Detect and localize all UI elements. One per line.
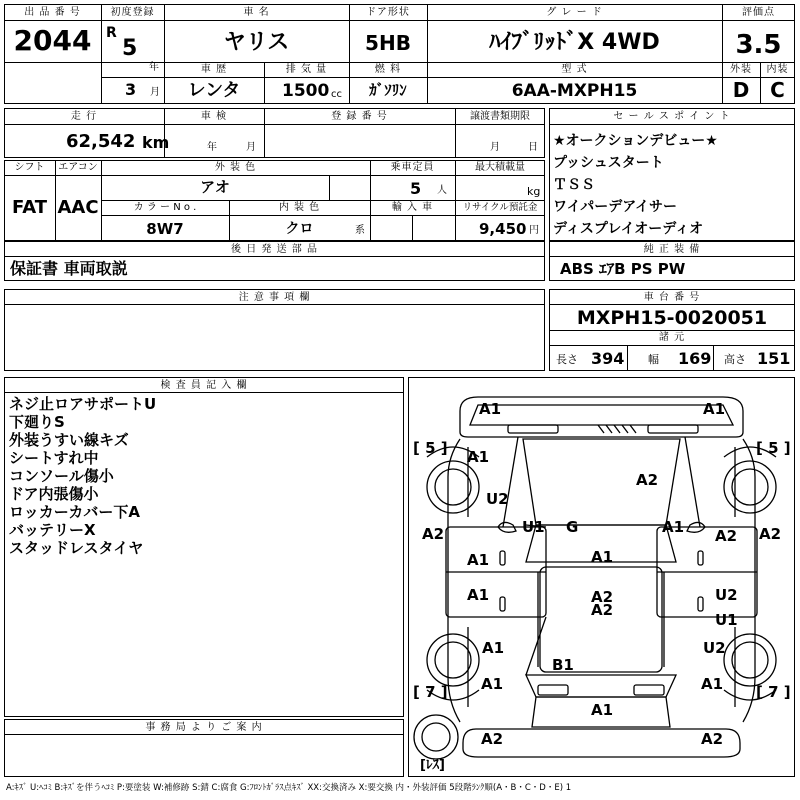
aircon-label: エアコン <box>58 162 98 173</box>
month-unit: 月 <box>150 87 160 98</box>
damage-mark: A1 <box>467 448 490 466</box>
tire-front-right: [ 5 ] <box>756 439 791 457</box>
inspection-label: 車 検 <box>200 111 228 122</box>
max-load-label: 最大積載量 <box>475 162 525 173</box>
int-grade: C <box>770 78 785 102</box>
inspector-note: コンソール傷小 <box>9 467 114 485</box>
office-label: 事 務 局 よ り ご 案 内 <box>145 722 263 733</box>
capacity: 5 <box>410 179 422 198</box>
tire-rear-right: [ 7 ] <box>756 683 791 701</box>
inspector-note: ネジ止ロアサポートU <box>9 395 157 413</box>
displacement-label: 排 気 量 <box>285 64 328 75</box>
damage-mark: A2 <box>636 471 659 489</box>
damage-mark: A1 <box>703 400 726 418</box>
history-label: 車 歴 <box>200 64 228 75</box>
int-color-unit: 系 <box>355 225 365 236</box>
sales-point-item: ディスプレイオーディオ <box>553 221 704 237</box>
door-label: ドア形状 <box>366 7 410 18</box>
aircon: AAC <box>57 197 99 218</box>
damage-mark: A1 <box>482 639 505 657</box>
reg-no-label: 登 録 番 号 <box>331 111 388 122</box>
damage-mark: A1 <box>591 548 614 566</box>
height-value: 151 <box>757 349 791 368</box>
int-label: 内装 <box>766 64 789 75</box>
sales-point-item: ★オークションデビュー★ <box>553 133 718 149</box>
damage-mark: A2 <box>422 525 445 543</box>
inspection-year-unit: 年 <box>207 142 217 153</box>
height-label: 高さ <box>724 353 746 366</box>
inspector-note: シートすれ中 <box>9 449 99 467</box>
max-load-unit: kg <box>527 185 541 198</box>
damage-mark: A1 <box>467 586 490 604</box>
sales-points-list <box>553 130 718 240</box>
capacity-label: 乗車定員 <box>390 162 435 173</box>
int-color-label: 内 装 色 <box>278 202 321 213</box>
sales-point-item: ワイパーデアイサー <box>553 199 678 215</box>
chassis-label: 車 台 番 号 <box>643 292 701 303</box>
tire-front-left: [ 5 ] <box>413 439 448 457</box>
grade-label: グ レ ー ド <box>546 7 603 18</box>
first-reg-label: 初度登録 <box>110 7 155 18</box>
int-color: クロ <box>285 221 314 237</box>
damage-mark: U2 <box>486 490 509 508</box>
damage-mark: A1 <box>479 400 502 418</box>
tire-rear-left: [ 7 ] <box>413 683 448 701</box>
inspector-notes <box>9 395 156 557</box>
damage-mark: A1 <box>481 675 504 693</box>
inspector-note: バッテリーX <box>9 521 96 539</box>
grade: ﾊｲﾌﾞﾘｯﾄﾞX 4WD <box>489 30 660 55</box>
damage-mark: A2 <box>591 588 614 606</box>
inspector-note: ロッカーカバー下A <box>9 503 141 521</box>
chassis-number: MXPH15-0020051 <box>576 307 768 329</box>
lot-no-label: 出 品 番 号 <box>24 7 81 18</box>
displacement: 1500 <box>282 81 330 101</box>
mileage-label: 走 行 <box>70 111 98 122</box>
capacity-unit: 人 <box>437 185 447 196</box>
damage-mark: A1 <box>701 675 724 693</box>
inspector-note: 外装うすい線キズ <box>9 431 129 449</box>
shift-label: シフト <box>14 162 45 173</box>
car-name-label: 車 名 <box>243 7 270 18</box>
damage-mark: A2 <box>759 525 782 543</box>
car-name: ヤリス <box>223 30 290 55</box>
score: 3.5 <box>735 30 782 60</box>
damage-mark: G <box>566 518 579 536</box>
legend: A:ｷｽﾞ U:ﾍｺﾐ B:ｷｽﾞを伴うﾍｺﾐ P:要塗装 W:補修跡 S:錆 C:腐食 G:ﾌﾛﾝﾄｶﾞﾗｽ点ｷｽﾞ XX:交換済み X:要交換 内・外装評価 5段階ﾗﾝｸ順(A・B・C・D・E) 1 <box>6 783 572 793</box>
displacement-unit: cc <box>331 89 342 100</box>
damage-mark: U2 <box>715 586 738 604</box>
sales-points-label: セ ー ル ス ポ イ ン ト <box>613 111 731 122</box>
model: 6AA-MXPH15 <box>511 81 638 101</box>
shift: FAT <box>11 197 48 218</box>
damage-mark: A2 <box>715 527 738 545</box>
reg-month: 3 <box>125 80 137 99</box>
tire-spare: [ﾚｽ] <box>420 758 445 773</box>
damage-mark: A2 <box>481 730 504 748</box>
inspector-label: 検 査 員 記 入 欄 <box>160 380 248 391</box>
sales-point-item: ＴＳＳ <box>553 177 595 193</box>
score-label: 評価点 <box>742 7 775 18</box>
damage-mark: A1 <box>591 701 614 719</box>
length-value: 394 <box>591 349 625 368</box>
era: R <box>106 25 117 41</box>
damage-mark: A2 <box>591 601 614 619</box>
inspection-month-unit: 月 <box>246 142 256 153</box>
damage-mark: A2 <box>701 730 724 748</box>
fuel-label: 燃 料 <box>374 64 402 75</box>
recycle-label: リサイクル預託金 <box>462 202 538 213</box>
ext-grade: D <box>732 78 750 102</box>
later-parts-value: 保証書 車両取説 <box>10 259 128 278</box>
fuel: ｶﾞｿﾘﾝ <box>369 81 407 99</box>
mileage-unit: km <box>142 133 170 152</box>
damage-mark: U2 <box>703 639 726 657</box>
import-label: 輸 入 車 <box>391 202 434 213</box>
equipment-value: ABS ｴｱB PS PW <box>560 260 686 278</box>
length-label: 長さ <box>556 353 578 366</box>
inspector-note: スタッドレスタイヤ <box>9 539 144 557</box>
ext-label: 外装 <box>730 64 752 75</box>
damage-mark: B1 <box>552 656 574 674</box>
width-value: 169 <box>678 349 712 368</box>
equipment-label: 純 正 装 備 <box>643 244 701 255</box>
inspector-note: ドア内張傷小 <box>9 485 99 503</box>
reg-year: 5 <box>122 36 138 61</box>
width-label: 幅 <box>648 353 659 366</box>
door-type: 5HB <box>365 31 411 55</box>
damage-mark: A1 <box>467 551 490 569</box>
sales-point-item: プッシュスタート <box>553 155 664 171</box>
later-parts-label: 後 日 発 送 部 品 <box>231 244 318 255</box>
transfer-month-unit: 月 <box>490 142 500 153</box>
damage-mark: A1 <box>662 518 685 536</box>
damage-mark: U1 <box>522 518 545 536</box>
recycle-unit: 円 <box>529 225 539 236</box>
color-no: 8W7 <box>146 220 184 238</box>
lot-no: 2044 <box>13 24 92 57</box>
mileage: 62,542 <box>66 131 136 152</box>
history: レンタ <box>187 80 241 101</box>
ext-color-label: 外 装 色 <box>214 162 257 173</box>
caution-label: 注 意 事 項 欄 <box>238 292 311 303</box>
inspector-note: 下廻りS <box>9 413 65 431</box>
year-unit: 年 <box>149 62 159 73</box>
model-label: 型 式 <box>561 64 588 75</box>
color-no-label: カ ラ ー N o . <box>133 202 197 213</box>
dims-label: 諸 元 <box>658 332 686 343</box>
recycle-fee: 9,450 <box>479 220 527 238</box>
transfer-day-unit: 日 <box>528 142 538 153</box>
ext-color: アオ <box>200 178 230 196</box>
transfer-label: 譲渡書類期限 <box>470 111 530 122</box>
damage-mark: U1 <box>715 611 738 629</box>
